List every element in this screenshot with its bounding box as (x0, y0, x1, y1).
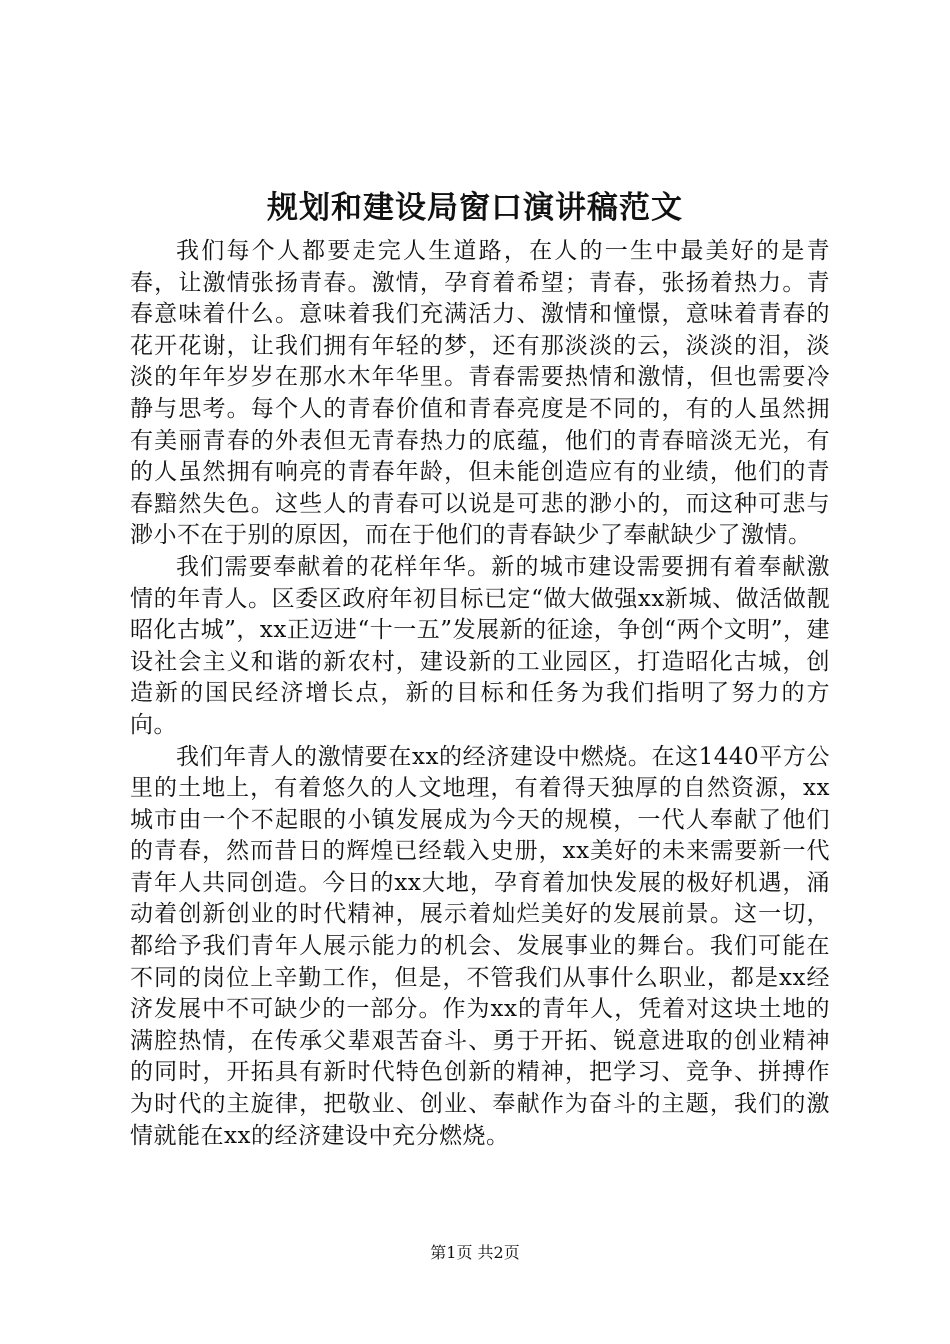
paragraph-3: 我们年青人的激情要在xx的经济建设中燃烧。在这1440平方公里的土地上，有着悠久的人文地理，有着得天独厚的自然资源，xx城市由一个不起眼的小镇发展成为今天的规模，一代人奉献了他们的青春，然而昔日的辉煌已经载入史册，xx美好的未来需要新一代青年人共同创造。今日的xx大地，孕育着加快发展的极好机遇，涌动着创新创业的时代精神，展示着灿烂美好的发展前景。这一切，都给予我们青年人展示能力的机会、发展事业的舞台。我们可能在不同的岗位上辛勤工作，但是，不管我们从事什么职业，都是xx经济发展中不可缺少的一部分。作为xx的青年人，凭着对这块土地的满腔热情，在传承父辈艰苦奋斗、勇于开拓、锐意进取的创业精神的同时，开拓具有新时代特色创新的精神，把学习、竞争、拼搏作为时代的主旋律，把敬业、创业、奉献作为奋斗的主题，我们的激情就能在xx的经济建设中充分燃烧。 (130, 743, 830, 1149)
document-body (130, 236, 830, 1152)
page-number-footer: 第1页 共2页 (430, 1243, 520, 1262)
document-title: 规划和建设局窗口演讲稿范文 (267, 190, 683, 226)
paragraph-2: 我们需要奉献着的花样年华。新的城市建设需要拥有着奉献激情的年青人。区委区政府年初目标已定“做大做强xx新城、做活做靓昭化古城”，xx正迈进“十一五”发展新的征途，争创“两个文明”，建设社会主义和谐的新农村，建设新的工业园区，打造昭化古城，创造新的国民经济增长点，新的目标和任务为我们指明了努力的方向。 (130, 553, 830, 738)
paragraph-1: 我们每个人都要走完人生道路，在人的一生中最美好的是青春，让激情张扬青春。激情，孕育着希望；青春，张扬着热力。青春意味着什么。意味着我们充满活力、激情和憧憬，意味着青春的花开花谢，让我们拥有年轻的梦，还有那淡淡的云，淡淡的泪，淡淡的年年岁岁在那水木年华里。青春需要热情和激情，但也需要冷静与思考。每个人的青春价值和青春亮度是不同的，有的人虽然拥有美丽青春的外表但无青春热力的底蕴，他们的青春暗淡无光，有的人虽然拥有响亮的青春年龄，但未能创造应有的业绩，他们的青春黯然失色。这些人的青春可以说是可悲的渺小的，而这种可悲与渺小不在于别的原因，而在于他们的青春缺少了奉献缺少了激情。 (130, 238, 830, 549)
